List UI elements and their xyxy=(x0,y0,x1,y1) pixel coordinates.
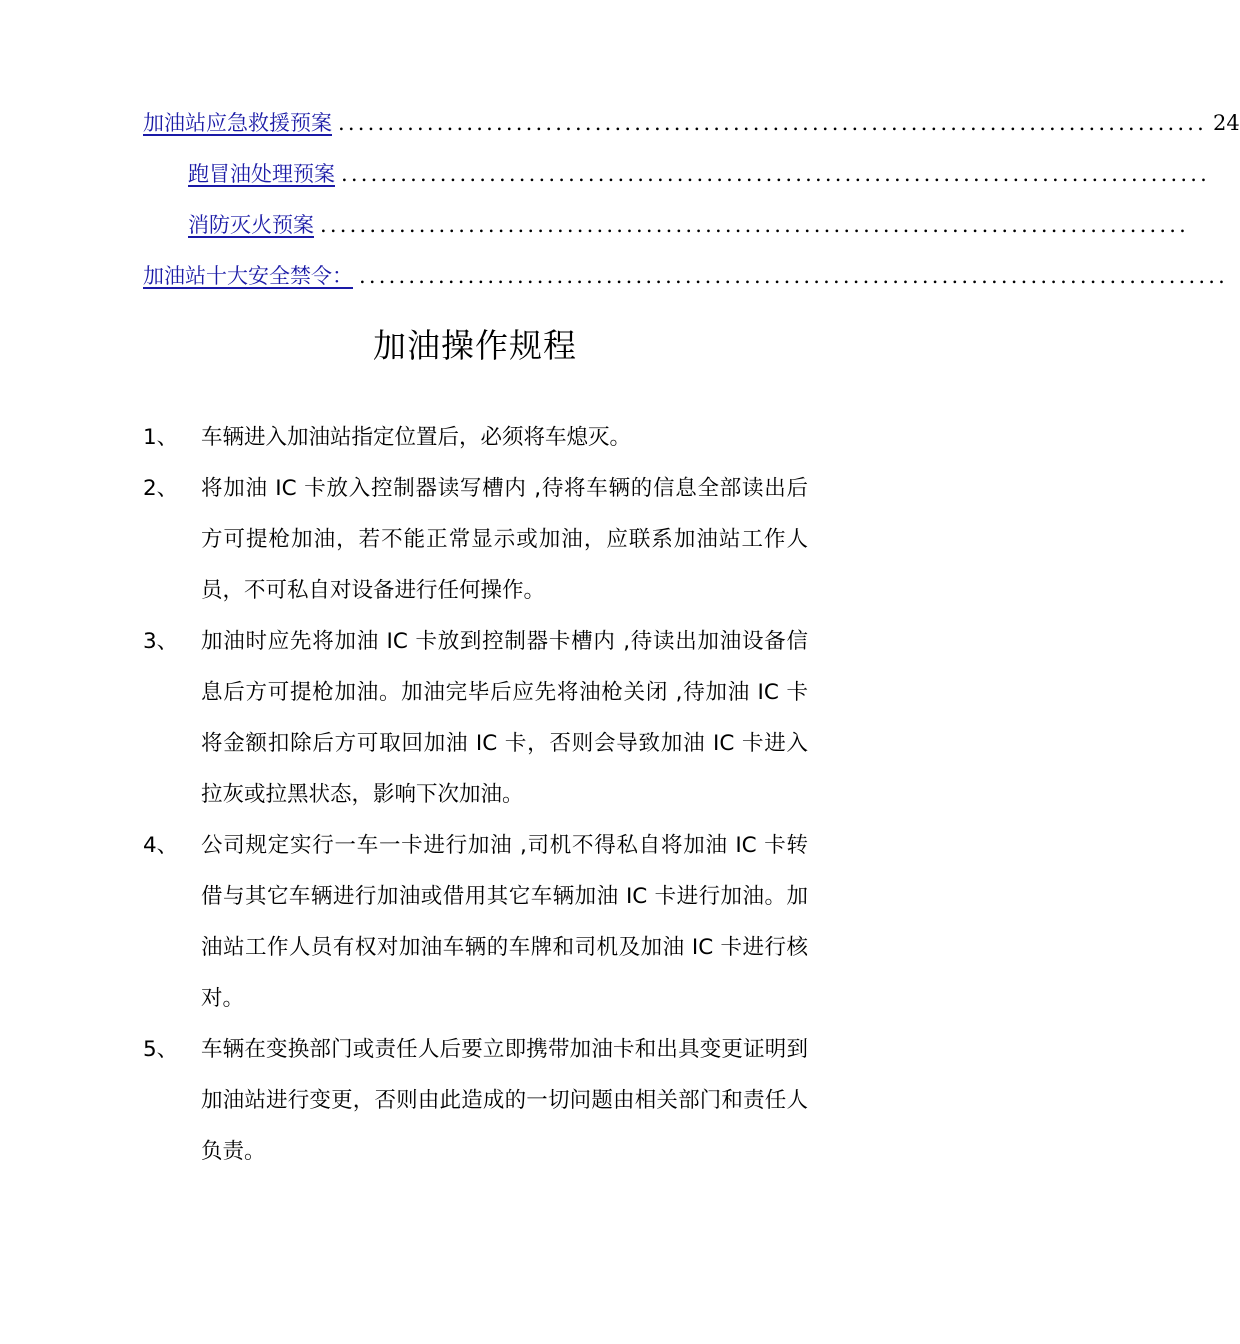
list-item-text: 加油时应先将加油 IC 卡放到控制器卡槽内 ,待读出加油设备信息后方可提枪加油。加油完毕后应先将油枪关闭 ,待加油 IC 卡将金额扣除后方可取回加油 IC 卡，否则会导致加油 IC 卡进入拉灰或拉黑状态，影响下次加油。 xyxy=(201,629,808,807)
list-item xyxy=(143,820,808,1024)
toc-entry-emergency-rescue-plan xyxy=(143,104,1240,138)
toc-entry-safety-prohibitions xyxy=(143,257,1229,291)
page-title: 加油操作规程 xyxy=(373,326,577,365)
toc-entry-oil-spill-plan xyxy=(188,155,1211,189)
list-item-text: 车辆进入加油站指定位置后，必须将车熄灭。 xyxy=(201,425,632,450)
list-item xyxy=(143,412,808,463)
toc-dot-leader: ........................................................................................ xyxy=(320,213,1190,237)
list-item-number: 2、 xyxy=(143,476,179,501)
list-item xyxy=(143,616,808,820)
toc-page-number: 24 xyxy=(1213,111,1240,135)
toc-entry-fire-fighting-plan xyxy=(188,206,1190,240)
list-item-text: 公司规定实行一车一卡进行加油 ,司机不得私自将加油 IC 卡转借与其它车辆进行加油或借用其它车辆加油 IC 卡进行加油。加油站工作人员有权对加油车辆的车牌和司机及加油 IC 卡进行核对。 xyxy=(201,833,808,1011)
toc-dot-leader: ........................................................................................ xyxy=(338,111,1208,135)
toc-link-oil-spill-plan[interactable]: 跑冒油处理预案 xyxy=(188,162,335,186)
list-item-text: 车辆在变换部门或责任人后要立即携带加油卡和出具变更证明到加油站进行变更，否则由此造成的一切问题由相关部门和责任人负责。 xyxy=(201,1037,808,1164)
toc-link-fire-fighting-plan[interactable]: 消防灭火预案 xyxy=(188,213,314,237)
list-item xyxy=(143,1024,808,1177)
procedure-list xyxy=(143,412,808,1177)
toc-dot-leader: ........................................................................................ xyxy=(341,162,1211,186)
list-item-number: 1、 xyxy=(143,425,179,450)
toc-link-safety-prohibitions[interactable]: 加油站十大安全禁令： xyxy=(143,264,353,288)
toc-dot-leader: ........................................................................................ xyxy=(359,264,1229,288)
toc-link-emergency-rescue-plan[interactable]: 加油站应急救援预案 xyxy=(143,111,332,135)
list-item-text: 将加油 IC 卡放入控制器读写槽内 ,待将车辆的信息全部读出后方可提枪加油，若不能正常显示或加油，应联系加油站工作人员，不可私自对设备进行任何操作。 xyxy=(201,476,808,603)
list-item xyxy=(143,463,808,616)
list-item-number: 3、 xyxy=(143,629,179,654)
list-item-number: 4、 xyxy=(143,833,179,858)
list-item-number: 5、 xyxy=(143,1037,179,1062)
